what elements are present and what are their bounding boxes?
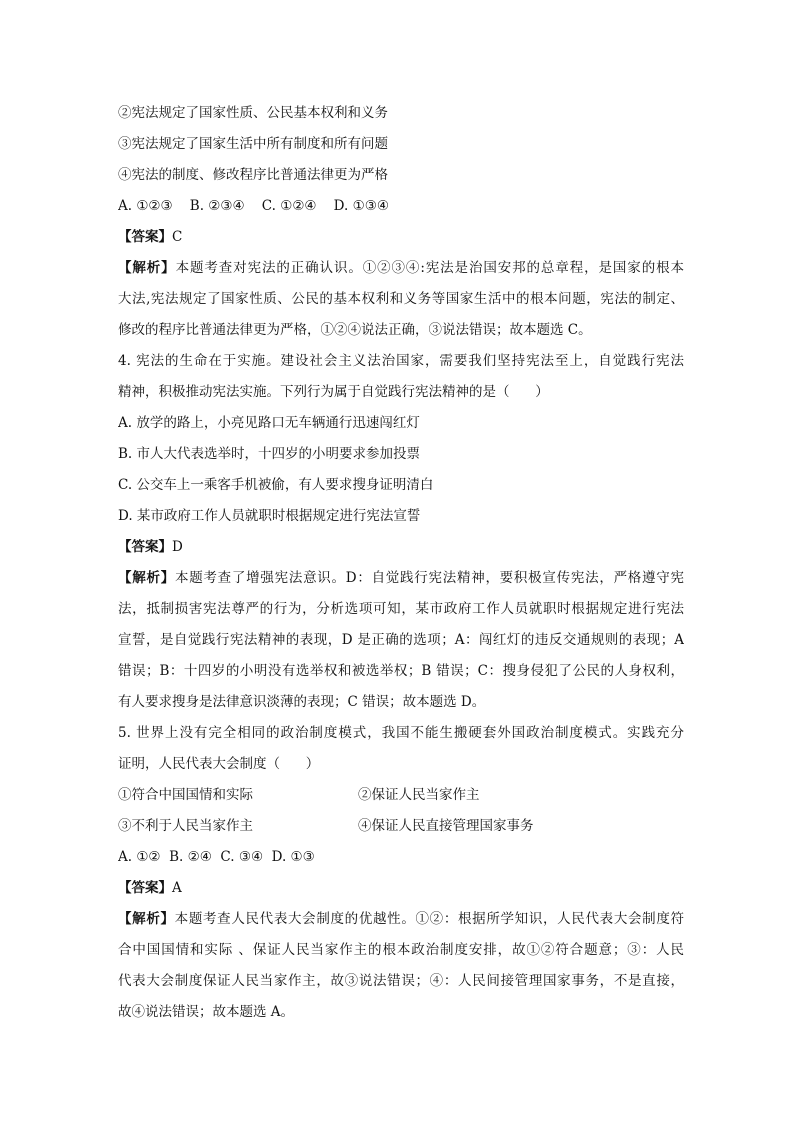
analysis-line: 修改的程序比普通法律更为严格，①②④说法正确，③说法错误；故本题选 C。 [118,322,592,338]
analysis-line: 宣誓，是自觉践行宪法精神的表现，D 是正确的选项；A：闯红灯的违反交通规则的表现；A [118,632,684,648]
question-3 [118,98,684,346]
stem-line: 4. 宪法的生命在于实施。建设社会主义法治国家，需要我们坚持宪法至上，自觉践行宪法 [118,353,684,369]
stem-line: 5. 世界上没有完全相同的政治制度模式，我国不能生搬硬套外国政治制度模式。实践充分 [118,725,684,741]
analysis-line: 代表大会制度保证人民当家作主，故③说法错误；④：人民间接管理国家事务，不是直接， [118,973,684,989]
options-row [118,811,684,842]
option-c: C. 公交车上一乘客手机被偷，有人要求搜身证明清白 [118,477,434,493]
analysis-line: 法，抵制损害宪法尊严的行为，分析选项可知，某市政府工作人员就职时根据规定进行宪法 [118,601,684,617]
stem-line: 精神，积极推动宪法实施。下列行为属于自觉践行宪法精神的是（ ） [118,384,549,400]
options-row [118,780,684,811]
analysis-label: 【解析】 [118,260,176,276]
option-3: ③宪法规定了国家生活中所有制度和所有问题 [118,136,388,152]
stem-line: 证明，人民代表大会制度（ ） [118,756,320,772]
option-4: ④宪法的制度、修改程序比普通法律更为严格 [118,167,388,183]
answer [118,222,684,253]
question-stem [118,718,684,780]
analysis-line: 【解析】本题考查对宪法的正确认识。①②③④:宪法是治国安邦的总章程，是国家的根本 [118,260,684,276]
answer-value: D [172,539,183,555]
option-3: ③不利于人民当家作主 [118,818,253,834]
answer [118,873,684,904]
analysis-label: 【解析】 [118,911,175,927]
analysis-line: 故④说法错误；故本题选 A。 [118,1004,295,1020]
analysis-line: 【解析】本题考查人民代表大会制度的优越性。①②：根据所学知识，人民代表大会制度符 [118,911,684,927]
option-a: A. 放学的路上，小亮见路口无车辆通行迅速闯红灯 [118,415,420,431]
answer-value: A [172,880,182,896]
answer-label: 【答案】 [118,229,172,245]
option-1: ①符合中国国情和实际 [118,787,253,803]
question-5 [118,718,684,1028]
analysis-label: 【解析】 [118,570,175,586]
analysis-line: 合中国国情和实际 、保证人民当家作主的根本政治制度安排，故①②符合题意；③：人民 [118,942,684,958]
answer-label: 【答案】 [118,880,172,896]
analysis [118,563,684,718]
answer-value: C [172,229,183,245]
analysis-line: 大法,宪法规定了国家性质、公民的基本权利和义务等国家生活中的根本问题，宪法的制定、 [118,291,684,307]
choices-text: A. ①②③ B. ②③④ C. ①②④ D. ①③④ [118,198,389,214]
analysis-line: 错误；B：十四岁的小明没有选举权和被选举权；B 错误；C：搜身侵犯了公民的人身权利， [118,663,684,679]
analysis-line: 有人要求搜身是法律意识淡薄的表现；C 错误；故本题选 D。 [118,694,486,710]
choices [118,842,684,873]
analysis-line: 【解析】本题考查了增强宪法意识。D：自觉践行宪法精神，要积极宣传宪法，严格遵守宪 [118,570,684,586]
option-4: ④保证人民直接管理国家事务 [358,818,534,834]
analysis [118,904,684,1028]
question-4 [118,346,684,718]
option-2: ②保证人民当家作主 [358,787,480,803]
answer [118,532,684,563]
document-page [118,98,684,1028]
answer-label: 【答案】 [118,539,172,555]
option-b: B. 市人大代表选举时，十四岁的小明要求参加投票 [118,446,421,462]
choices-text: A. ①② B. ②④ C. ③④ D. ①③ [118,849,315,865]
option-d: D. 某市政府工作人员就职时根据规定进行宪法宣誓 [118,508,421,524]
option-2: ②宪法规定了国家性质、公民基本权利和义务 [118,105,388,121]
analysis [118,253,684,346]
choices [118,191,684,222]
question-stem [118,346,684,408]
